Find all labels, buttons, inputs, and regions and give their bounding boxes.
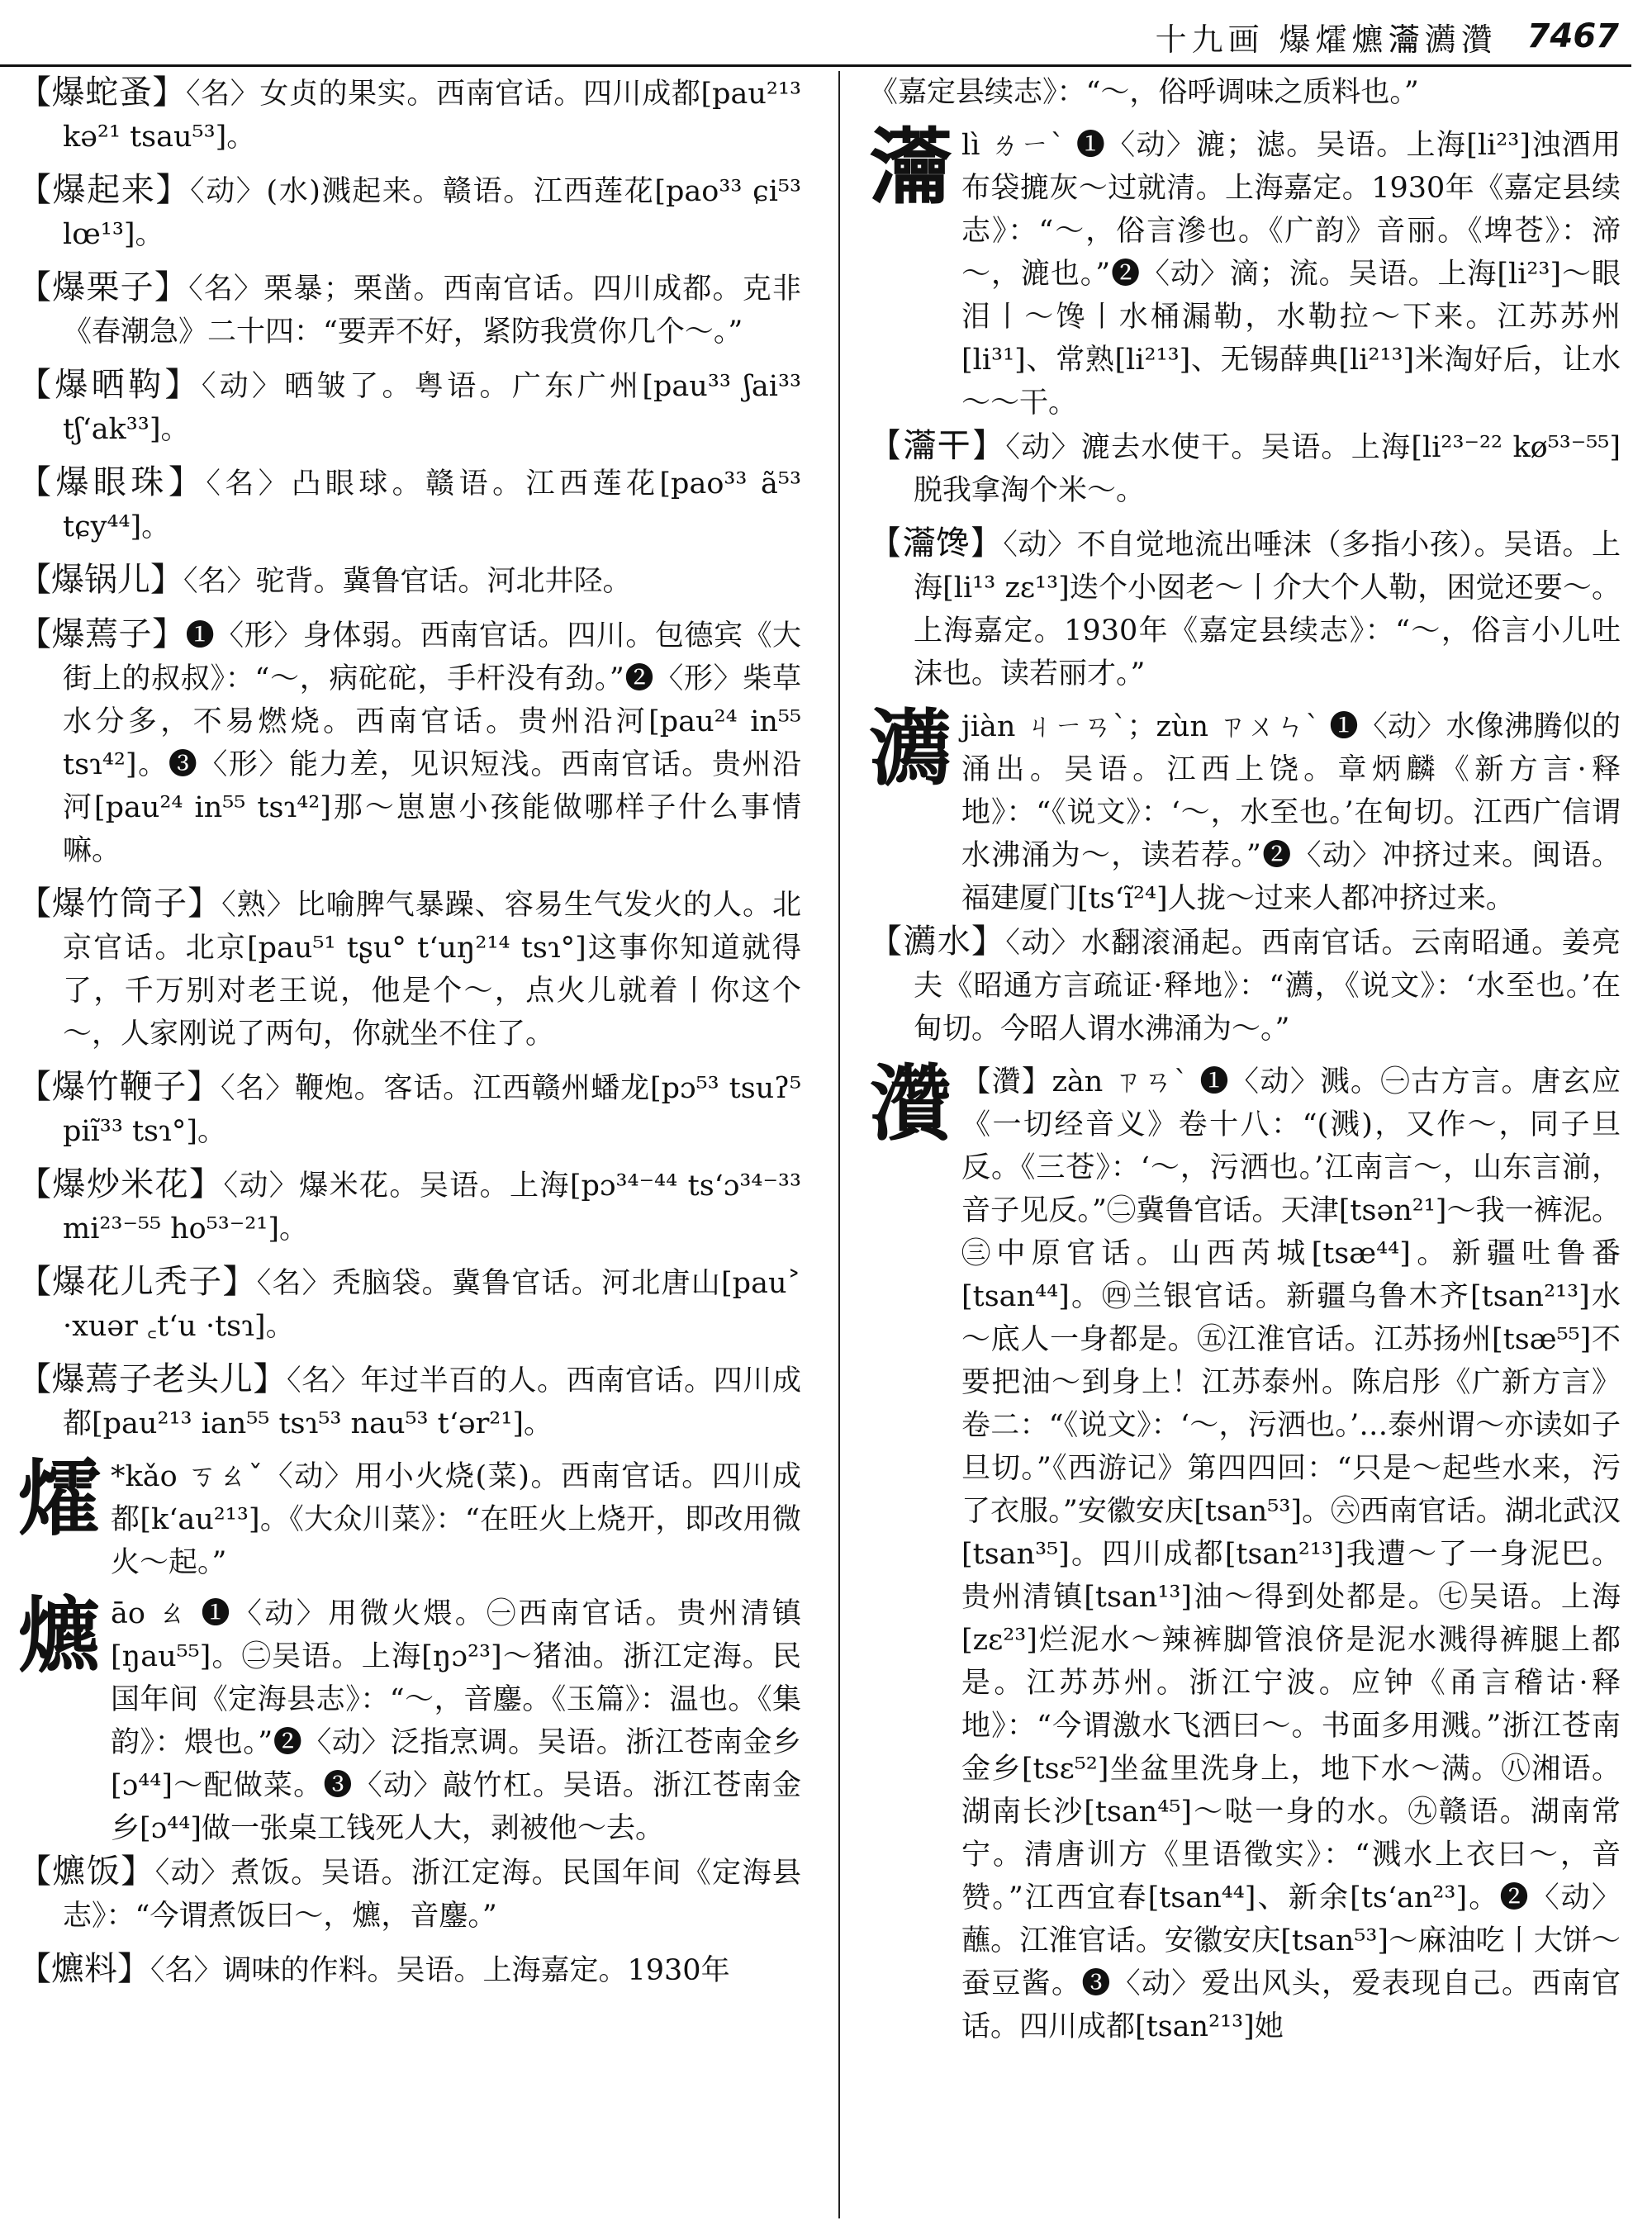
dictionary-entry (869, 522, 1621, 695)
header-rule (0, 64, 1631, 67)
entry-definition: 〈动〉爆米花。吴语。上海[pɔ³⁴⁻⁴⁴ ts‘ɔ³⁴⁻³³ mi²³⁻⁵⁵ ho⁵³⁻²¹]。 (63, 1170, 801, 1245)
head-character-kao (18, 1450, 801, 1584)
entry-definition: 〈名〉女贞的果实。西南官话。四川成都[pau²¹³ kə²¹ tsau⁵³]。 (63, 78, 801, 154)
head-character-jian (869, 700, 1621, 920)
head-char: 瀳 (869, 700, 952, 797)
entry-word: 【爆竹鞭子】 (18, 1068, 221, 1106)
entry-definition: 〈名〉栗暴；栗凿。西南官话。四川成都。克非《春潮急》二十四：“要弄不好，紧防我赏你几个～。” (63, 273, 801, 349)
jian-entries (869, 920, 1621, 1051)
entry-word: 【爆锅儿】 (18, 561, 183, 599)
entry-definition: 〈动〉漉去水使干。吴语。上海[li²³⁻²² kø⁵³⁻⁵⁵]脱我拿淘个米～。 (914, 431, 1621, 507)
head-char: 爊 (18, 1587, 101, 1684)
entry-definition: 〈动〉煮饭。吴语。浙江定海。民国年间《定海县志》：“今谓煮饭曰～，爊，音鏖。” (63, 1857, 801, 1933)
entry-definition: 〈名〉调味的作料。吴语。上海嘉定。1930年 (150, 1954, 730, 1987)
page-number: 7467 (1526, 17, 1619, 55)
dictionary-entry (18, 363, 801, 451)
dictionary-entry (18, 882, 801, 1056)
head-char: 𤅢 (869, 118, 952, 216)
entry-definition: ❶〈形〉身体弱。西南官话。四川。包德宾《大街上的叔叔》：“～，病砣砣，手杆没有劲。”❷〈形〉柴草水分多，不易燃烧。西南官话。贵州沿河[pau²⁴ in⁵⁵ tsɿ⁴²]。❸〈形〉能力差，见识短浅。西南官话。贵州沿河[pau²⁴ in⁵⁵ tsɿ⁴²]那～崽崽小孩能做哪样子什么事情嘛。 (63, 619, 801, 867)
head-definition: 【灒】zàn ㄗㄢˋ ❶〈动〉溅。㊀古方言。唐玄应《一切经音义》卷十八：“(溅)，又作～，同子旦反。《三苍》：‘～，污洒也。’江南言～，山东言湔，音子见反。”㊁冀鲁官话。天津[tsən²¹]～我一裤泥。㊂中原官话。山西芮城[tsæ⁴⁴]。新疆吐鲁番[tsan⁴⁴]。㊃兰银官话。新疆乌鲁木齐[tsan²¹³]水～底人一身都是。㊄江淮官话。江苏扬州[tsæ⁵⁵]不要把油～到身上！江苏泰州。陈启彤《广新方言》卷二：“《说文》：‘～，污洒也。’…泰州谓～亦读如子旦切。”《西游记》第四四回：“只是～起些水来，污了衣服。”安徽安庆[tsan⁵³]。㊅西南官话。湖北武汉[tsan³⁵]。四川成都[tsan²¹³]我遭～了一身泥巴。贵州清镇[tsan¹³]油～得到处都是。㊆吴语。上海[zɛ²³]烂泥水～辣裤脚管浪侪是泥水溅得裤腿上都是。江苏苏州。浙江宁波。应钟《甬言稽诂·释地》：“今谓激水飞洒曰～。书面多用溅。”浙江苍南金乡[tsɛ⁵²]坐盆里洗身上，地下水～满。㊇湘语。湖南长沙[tsan⁴⁵]～哒一身的水。㊈赣语。湖南常宁。清唐训方《里语徵实》：“溅水上衣曰～，音赞。”江西宜春[tsan⁴⁴]、新余[ts‘an²³]。❷〈动〉蘸。江淮官话。安徽安庆[tsan⁵³]～麻油吃丨大饼～蚕豆酱。❸〈动〉爱出风头，爱表现自己。西南官话。四川成都[tsan²¹³]她 (961, 1065, 1621, 2043)
entry-word: 【爆起来】 (18, 171, 191, 209)
entry-word: 【爊料】 (18, 1950, 150, 1988)
left-column (18, 71, 801, 2218)
dictionary-entry (18, 461, 801, 548)
dictionary-entry (18, 71, 801, 159)
head-character-li (869, 118, 1621, 425)
entry-definition: 〈名〉鞭炮。客话。江西赣州蟠龙[pɔ⁵³ tsuʔ⁵ piĩ³³ tsɿ°]。 (63, 1072, 801, 1148)
dictionary-entry (18, 613, 801, 872)
entry-word: 【爆炒米花】 (18, 1165, 224, 1203)
dictionary-entry (18, 1065, 801, 1153)
entry-word: 【爆眼珠】 (18, 463, 206, 501)
continued-definition: 《嘉定县续志》：“～，俗呼调味之质料也。” (869, 76, 1419, 109)
head-definition: āo ㄠ ❶〈动〉用微火煨。㊀西南官话。贵州清镇[ŋau⁵⁵]。㊁吴语。上海[ŋɔ²³]～猪油。浙江定海。民国年间《定海县志》：“～，音鏖。《玉篇》：温也。《集韵》：煨也。”❷〈动〉泛指烹调。吴语。浙江苍南金乡[ɔ⁴⁴]～配做菜。❸〈动〉敲竹杠。吴语。浙江苍南金乡[ɔ⁴⁴]做一张桌工钱死人大，剥被他～去。 (111, 1597, 801, 1845)
right-column (869, 71, 1621, 2218)
head-definition: lì ㄌㄧˋ ❶〈动〉漉；滤。吴语。上海[li²³]浊酒用布袋摝灰～过就清。上海嘉定。1930年《嘉定县续志》：“～，俗言滲也。《广韵》音丽。《埤苍》：渧～，漉也。”❷〈动〉滴；流。吴语。上海[li²³]～眼泪丨～馋丨水桶漏勒，水勒拉～下来。江苏苏州[li³¹]、常熟[li²¹³]、无锡薛典[li²¹³]米淘好后，让水～～干。 (961, 129, 1621, 420)
entry-word: 【爆花儿秃子】 (18, 1263, 257, 1301)
head-char: 灒 (869, 1055, 952, 1152)
entry-word: 【爆蔫子】 (18, 615, 186, 653)
entry-word: 【𤅢馋】 (869, 524, 1004, 562)
entry-definition: 〈名〉凸眼球。赣语。江西莲花[pao³³ ã⁵³ tɕy⁴⁴]。 (63, 467, 801, 543)
entry-definition: 〈名〉秃脑袋。冀鲁官话。河北唐山[pau˃ ·xuər ꜀t‘u ·tsɿ]。 (63, 1267, 801, 1343)
entry-definition: 〈动〉水翻滚涌起。西南官话。云南昭通。姜亮夫《昭通方言疏证·释地》：“瀳，《说文》：‘水至也。’在甸切。今昭人谓水沸涌为～。” (914, 927, 1621, 1046)
entry-word: 【爆晒䩓】 (18, 366, 202, 404)
entry-word: 【爆竹筒子】 (18, 885, 222, 923)
entry-definition: 〈动〉晒皱了。粤语。广东广州[pau³³ ʃai³³ tʃ‘ak³³]。 (63, 370, 801, 446)
dictionary-entry (18, 1948, 801, 1992)
dictionary-entry (18, 266, 801, 353)
entry-word: 【爆栗子】 (18, 268, 189, 306)
head-definition: jiàn ㄐㄧㄢˋ；zùn ㄗㄨㄣˋ ❶〈动〉水像沸腾似的涌出。吴语。江西上饶。章炳麟《新方言·释地》：“《说文》：‘～，水至也。’在甸切。江西广信谓水沸涌为～，读若荐。”❷〈动〉冲挤过来。闽语。福建厦门[ts‘ĩ²⁴]人拢～过来人都冲挤过来。 (961, 710, 1621, 915)
continued-text (869, 71, 1621, 114)
dictionary-entry (869, 920, 1621, 1051)
column-divider (838, 71, 840, 2218)
dictionary-entry (18, 558, 801, 603)
ao-entries (18, 1850, 801, 1992)
entry-definition: 〈动〉(水)溅起来。赣语。江西莲花[pao³³ ɕi⁵³ lœ¹³]。 (63, 175, 801, 251)
dictionary-entry (869, 425, 1621, 512)
entry-word: 【爆蛇蚤】 (18, 74, 187, 112)
page-header (1107, 12, 1619, 61)
dictionary-entry (18, 1163, 801, 1250)
entry-word: 【爊饭】 (18, 1853, 155, 1891)
head-character-ao (18, 1587, 801, 1850)
entry-word: 【爆蔫子老头儿】 (18, 1360, 287, 1398)
entry-definition: 〈动〉不自觉地流出唾沫（多指小孩）。吴语。上海[li¹³ zɛ¹³]迭个小囡老～丨介大个人勒，困觉还要～。上海嘉定。1930年《嘉定县续志》：“～，俗言小儿吐沫也。读若丽才。” (914, 529, 1621, 690)
head-definition: *kǎo ㄎㄠˇ〈动〉用小火烧(菜)。西南官话。四川成都[k‘au²¹³]。《大众川菜》：“在旺火上烧开，即改用微火～起。” (111, 1460, 801, 1579)
head-character-zan (869, 1055, 1621, 2048)
entry-definition: 〈名〉年过半百的人。西南官话。四川成都[pau²¹³ ian⁵⁵ tsɿ⁵³ nau⁵³ t‘ər²¹]。 (63, 1364, 801, 1440)
head-char: 㸌 (18, 1450, 101, 1547)
dictionary-entry (18, 168, 801, 256)
entry-word: 【瀳水】 (869, 923, 1006, 961)
entry-definition: 〈熟〉比喻脾气暴躁、容易生气发火的人。北京官话。北京[pau⁵¹ tʂu° t‘uŋ²¹⁴ tsɿ°]这事你知道就得了，千万别对老王说，他是个～，点火儿就着丨你这个～，人家刚说了两句，你就坐不住了。 (63, 889, 801, 1051)
dictionary-entry (18, 1358, 801, 1445)
section-title: 十九画 爆㸌爊𤅢瀳灒 (1155, 21, 1498, 58)
li-entries (869, 425, 1621, 695)
entry-definition: 〈名〉驼背。冀鲁官话。河北井陉。 (183, 565, 632, 598)
dictionary-entry (18, 1260, 801, 1348)
entry-word: 【𤅢干】 (869, 427, 1006, 465)
dictionary-entry (18, 1850, 801, 1938)
left-entries (18, 71, 801, 1445)
